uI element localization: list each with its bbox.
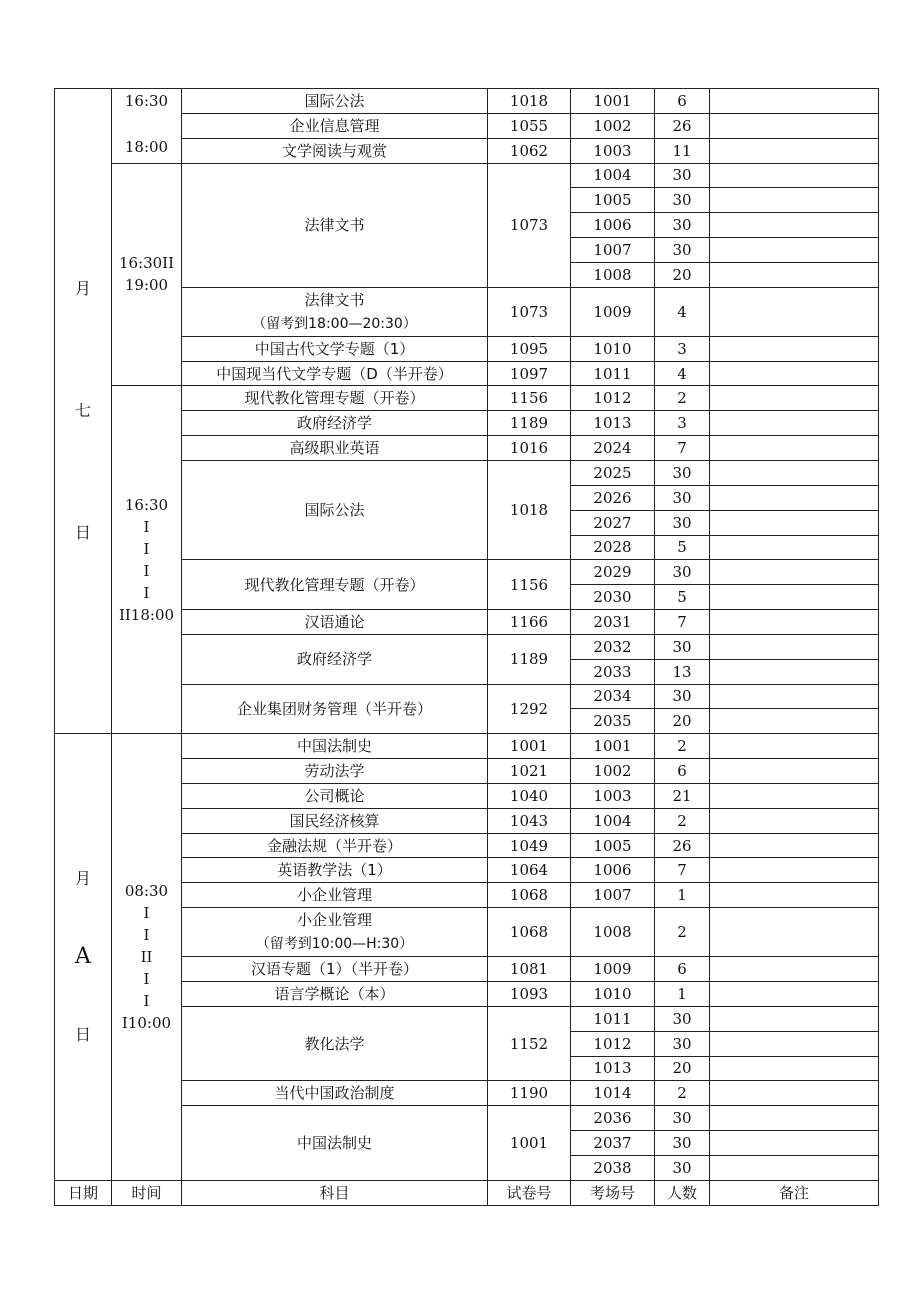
count: 20 <box>655 1056 710 1081</box>
count: 3 <box>655 336 710 361</box>
subject-name: 中国现当代文学专题（D（半开卷） <box>216 364 453 383</box>
header-remark: 备注 <box>710 1180 879 1205</box>
paper-no: 1001 <box>488 734 571 759</box>
header-row <box>55 1180 879 1205</box>
room-no: 1014 <box>571 1081 655 1106</box>
subject-cell <box>182 957 488 982</box>
subject-cell <box>182 1081 488 1106</box>
date-cell <box>55 734 112 1181</box>
room-no: 2031 <box>571 610 655 635</box>
remark-cell <box>710 485 879 510</box>
subject-name: 企业信息管理 <box>289 116 380 135</box>
count: 1 <box>655 982 710 1007</box>
subject-cell <box>182 883 488 908</box>
room-no: 1013 <box>571 411 655 436</box>
remark-cell <box>710 411 879 436</box>
room-no: 1004 <box>571 808 655 833</box>
table-row <box>55 163 879 188</box>
remark-cell <box>710 510 879 535</box>
count: 30 <box>655 1031 710 1056</box>
subject-name: 公司概论 <box>304 786 365 805</box>
room-no: 1009 <box>571 287 655 336</box>
count: 4 <box>655 287 710 336</box>
remark-cell <box>710 709 879 734</box>
remark-cell <box>710 238 879 263</box>
date-char: 月 <box>74 279 91 299</box>
room-no: 2032 <box>571 634 655 659</box>
time-line: I <box>143 539 150 558</box>
time-cell <box>112 89 182 164</box>
room-no: 1010 <box>571 336 655 361</box>
remark-cell <box>710 1031 879 1056</box>
subject-cell <box>182 386 488 411</box>
subject-name: 法律文书 <box>304 290 365 309</box>
room-no: 1002 <box>571 113 655 138</box>
paper-no: 1097 <box>488 361 571 386</box>
paper-no: 1190 <box>488 1081 571 1106</box>
count: 13 <box>655 659 710 684</box>
remark-cell <box>710 386 879 411</box>
subject-cell <box>182 1106 488 1181</box>
remark-cell <box>710 833 879 858</box>
count: 2 <box>655 908 710 957</box>
subject-name: 政府经济学 <box>296 650 372 669</box>
time-line: 18:00 <box>124 138 169 156</box>
subject-name: 金融法规（半开卷） <box>266 836 402 855</box>
count: 3 <box>655 411 710 436</box>
count: 20 <box>655 709 710 734</box>
room-no: 2033 <box>571 659 655 684</box>
paper-no: 1189 <box>488 411 571 436</box>
date-char: 日 <box>74 1025 91 1044</box>
subject-note: （留考到18:00—20:30） <box>252 315 417 332</box>
subject-name: 语言学概论（本） <box>274 984 395 1003</box>
room-no: 1011 <box>571 361 655 386</box>
time-line: I <box>143 970 150 988</box>
subject-cell <box>182 808 488 833</box>
time-line: 16:30II <box>118 254 175 273</box>
subject-name: 国民经济核算 <box>289 811 380 830</box>
room-no: 1001 <box>571 89 655 114</box>
count: 6 <box>655 89 710 114</box>
paper-no: 1081 <box>488 957 571 982</box>
count: 5 <box>655 585 710 610</box>
time-line: 08:30 <box>124 882 169 900</box>
room-no: 2037 <box>571 1131 655 1156</box>
count: 30 <box>655 460 710 485</box>
remark-cell <box>710 287 879 336</box>
count: 2 <box>655 386 710 411</box>
remark-cell <box>710 560 879 585</box>
count: 7 <box>655 610 710 635</box>
remark-cell <box>710 759 879 784</box>
time-line: I <box>143 904 150 922</box>
paper-no: 1156 <box>488 560 571 610</box>
date-char: 日 <box>74 523 91 543</box>
time-line: I <box>143 992 150 1010</box>
remark-cell <box>710 585 879 610</box>
subject-name: 中国法制史 <box>296 1133 372 1152</box>
remark-cell <box>710 188 879 213</box>
date-cell <box>55 89 112 734</box>
room-no: 1008 <box>571 908 655 957</box>
subject-name: 文学阅读与观赏 <box>281 141 387 160</box>
table-row <box>55 386 879 411</box>
paper-no: 1093 <box>488 982 571 1007</box>
count: 30 <box>655 1006 710 1031</box>
remark-cell <box>710 163 879 188</box>
remark-cell <box>710 1006 879 1031</box>
subject-cell <box>182 436 488 461</box>
room-no: 1012 <box>571 1031 655 1056</box>
subject-name: 小企业管理 <box>296 886 372 905</box>
date-char: 月 <box>74 869 91 888</box>
count: 30 <box>655 238 710 263</box>
subject-cell <box>182 89 488 114</box>
room-no: 2028 <box>571 535 655 560</box>
subject-name: 国际公法 <box>304 501 365 520</box>
time-line: 19:00 <box>124 276 169 295</box>
paper-no: 1156 <box>488 386 571 411</box>
subject-cell <box>182 1006 488 1081</box>
time-line: I <box>143 583 150 602</box>
subject-cell <box>182 113 488 138</box>
time-cell <box>112 163 182 386</box>
room-no: 2038 <box>571 1155 655 1180</box>
remark-cell <box>710 684 879 709</box>
remark-cell <box>710 1106 879 1131</box>
room-no: 1004 <box>571 163 655 188</box>
remark-cell <box>710 361 879 386</box>
subject-cell <box>182 163 488 287</box>
count: 30 <box>655 634 710 659</box>
count: 4 <box>655 361 710 386</box>
subject-name: 政府经济学 <box>296 414 372 433</box>
schedule-body <box>55 89 879 1181</box>
time-line: 16:30 <box>124 92 169 110</box>
remark-cell <box>710 808 879 833</box>
remark-cell <box>710 1155 879 1180</box>
subject-name: 法律文书 <box>304 216 365 235</box>
paper-no: 1055 <box>488 113 571 138</box>
subject-cell <box>182 734 488 759</box>
header-count: 人数 <box>655 1180 710 1205</box>
paper-no: 1021 <box>488 759 571 784</box>
count: 20 <box>655 262 710 287</box>
remark-cell <box>710 460 879 485</box>
count: 30 <box>655 485 710 510</box>
count: 30 <box>655 213 710 238</box>
count: 30 <box>655 510 710 535</box>
count: 30 <box>655 1106 710 1131</box>
subject-cell <box>182 759 488 784</box>
count: 2 <box>655 734 710 759</box>
count: 6 <box>655 957 710 982</box>
paper-no: 1064 <box>488 858 571 883</box>
time-line: I <box>143 517 150 536</box>
time-cell <box>112 386 182 734</box>
subject-cell <box>182 783 488 808</box>
paper-no: 1152 <box>488 1006 571 1081</box>
remark-cell <box>710 982 879 1007</box>
subject-name: 汉语通论 <box>304 612 365 631</box>
room-no: 1003 <box>571 783 655 808</box>
paper-no: 1018 <box>488 460 571 559</box>
paper-no: 1016 <box>488 436 571 461</box>
count: 30 <box>655 188 710 213</box>
count: 7 <box>655 436 710 461</box>
table-row <box>55 89 879 114</box>
remark-cell <box>710 734 879 759</box>
count: 5 <box>655 535 710 560</box>
paper-no: 1018 <box>488 89 571 114</box>
remark-cell <box>710 858 879 883</box>
subject-cell <box>182 336 488 361</box>
remark-cell <box>710 213 879 238</box>
subject-name: 小企业管理 <box>296 911 372 930</box>
remark-cell <box>710 610 879 635</box>
header-subject: 科目 <box>182 1180 488 1205</box>
remark-cell <box>710 908 879 957</box>
paper-no: 1166 <box>488 610 571 635</box>
subject-name: 现代教化管理专题（开卷） <box>244 575 425 594</box>
time-line: I <box>143 926 150 944</box>
remark-cell <box>710 436 879 461</box>
count: 30 <box>655 560 710 585</box>
subject-cell <box>182 634 488 684</box>
paper-no: 1062 <box>488 138 571 163</box>
room-no: 1011 <box>571 1006 655 1031</box>
remark-cell <box>710 883 879 908</box>
room-no: 2036 <box>571 1106 655 1131</box>
remark-cell <box>710 535 879 560</box>
count: 2 <box>655 808 710 833</box>
paper-no: 1068 <box>488 883 571 908</box>
remark-cell <box>710 336 879 361</box>
remark-cell <box>710 634 879 659</box>
header-room-no: 考场号 <box>571 1180 655 1205</box>
room-no: 1013 <box>571 1056 655 1081</box>
subject-name: 劳动法学 <box>304 762 365 781</box>
time-cell <box>112 734 182 1181</box>
paper-no: 1049 <box>488 833 571 858</box>
subject-name: 高级职业英语 <box>289 439 380 458</box>
paper-no: 1189 <box>488 634 571 684</box>
paper-no: 1040 <box>488 783 571 808</box>
header-paper-no: 试卷号 <box>488 1180 571 1205</box>
time-line: II18:00 <box>118 605 175 624</box>
room-no: 1008 <box>571 262 655 287</box>
room-no: 2025 <box>571 460 655 485</box>
subject-name: 教化法学 <box>304 1034 365 1053</box>
remark-cell <box>710 1081 879 1106</box>
room-no: 2024 <box>571 436 655 461</box>
exam-schedule-table <box>54 88 879 1206</box>
time-line: 16:30 <box>124 495 169 514</box>
subject-name: 英语教学法（1） <box>277 861 392 880</box>
count: 1 <box>655 883 710 908</box>
remark-cell <box>710 89 879 114</box>
room-no: 1007 <box>571 238 655 263</box>
room-no: 1005 <box>571 188 655 213</box>
subject-name: 中国古代文学专题（1） <box>254 339 415 358</box>
subject-cell <box>182 138 488 163</box>
subject-cell <box>182 411 488 436</box>
paper-no: 1292 <box>488 684 571 734</box>
subject-name: 当代中国政治制度 <box>274 1084 395 1103</box>
subject-name: 中国法制史 <box>296 737 372 756</box>
room-no: 2030 <box>571 585 655 610</box>
room-no: 1005 <box>571 833 655 858</box>
paper-no: 1073 <box>488 287 571 336</box>
remark-cell <box>710 113 879 138</box>
date-char: A <box>75 944 91 969</box>
count: 26 <box>655 113 710 138</box>
count: 6 <box>655 759 710 784</box>
subject-cell <box>182 908 488 957</box>
subject-cell <box>182 361 488 386</box>
room-no: 2027 <box>571 510 655 535</box>
subject-cell <box>182 982 488 1007</box>
subject-cell <box>182 858 488 883</box>
room-no: 1002 <box>571 759 655 784</box>
count: 30 <box>655 1155 710 1180</box>
count: 21 <box>655 783 710 808</box>
subject-name: 国际公法 <box>304 91 365 110</box>
paper-no: 1073 <box>488 163 571 287</box>
count: 2 <box>655 1081 710 1106</box>
header-date: 日期 <box>55 1180 112 1205</box>
remark-cell <box>710 138 879 163</box>
remark-cell <box>710 659 879 684</box>
time-line: I10:00 <box>121 1014 172 1032</box>
subject-cell <box>182 287 488 336</box>
count: 30 <box>655 163 710 188</box>
count: 26 <box>655 833 710 858</box>
subject-name: 企业集团财务管理（半开卷） <box>236 699 432 718</box>
remark-cell <box>710 783 879 808</box>
room-no: 2035 <box>571 709 655 734</box>
subject-cell <box>182 460 488 559</box>
date-char: 七 <box>74 401 91 421</box>
remark-cell <box>710 1131 879 1156</box>
paper-no: 1001 <box>488 1106 571 1181</box>
count: 11 <box>655 138 710 163</box>
room-no: 1010 <box>571 982 655 1007</box>
subject-name: 汉语专题（1）（半开卷） <box>250 960 419 979</box>
table-row <box>55 734 879 759</box>
subject-note: （留考到10:00—H:30） <box>255 936 414 953</box>
subject-name: 现代教化管理专题（开卷） <box>244 389 425 408</box>
subject-cell <box>182 684 488 734</box>
room-no: 2029 <box>571 560 655 585</box>
room-no: 1012 <box>571 386 655 411</box>
count: 30 <box>655 1131 710 1156</box>
subject-cell <box>182 610 488 635</box>
room-no: 1006 <box>571 858 655 883</box>
subject-cell <box>182 560 488 610</box>
count: 30 <box>655 684 710 709</box>
room-no: 2026 <box>571 485 655 510</box>
remark-cell <box>710 1056 879 1081</box>
paper-no: 1095 <box>488 336 571 361</box>
room-no: 1009 <box>571 957 655 982</box>
remark-cell <box>710 957 879 982</box>
remark-cell <box>710 262 879 287</box>
time-line: I <box>143 561 150 580</box>
room-no: 1001 <box>571 734 655 759</box>
room-no: 1007 <box>571 883 655 908</box>
paper-no: 1043 <box>488 808 571 833</box>
room-no: 1003 <box>571 138 655 163</box>
header-time: 时间 <box>112 1180 182 1205</box>
paper-no: 1068 <box>488 908 571 957</box>
count: 7 <box>655 858 710 883</box>
room-no: 2034 <box>571 684 655 709</box>
time-line: II <box>140 948 153 966</box>
room-no: 1006 <box>571 213 655 238</box>
subject-cell <box>182 833 488 858</box>
